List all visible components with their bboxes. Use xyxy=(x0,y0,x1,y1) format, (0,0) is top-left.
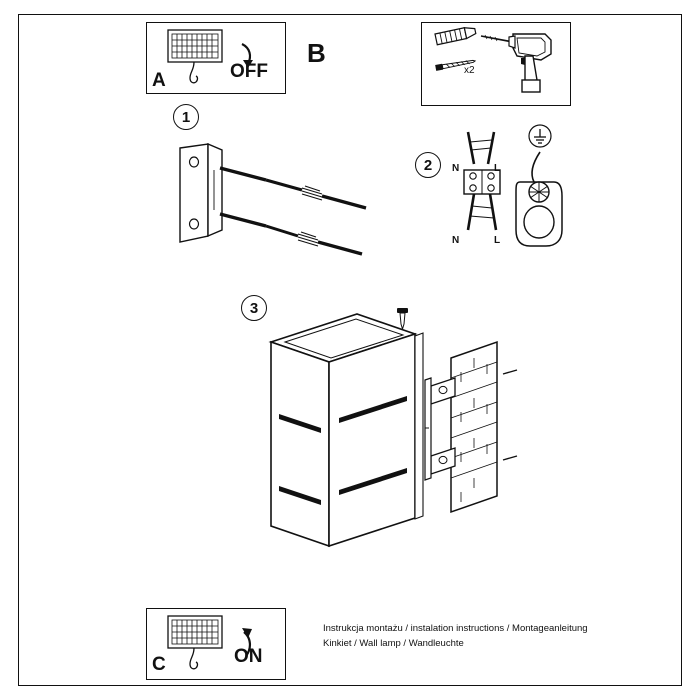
terminal-label-n-top: N xyxy=(452,163,460,174)
footer-instructions-line2: Kinkiet / Wall lamp / Wandleuchte xyxy=(323,638,464,649)
terminal-label-n-bottom: N xyxy=(452,235,460,246)
breaker-off-graphic xyxy=(146,22,286,94)
step-3-badge: 3 xyxy=(241,295,267,321)
terminal-label-l-top: L xyxy=(494,163,501,174)
terminal-label-l-bottom: L xyxy=(494,235,501,246)
label-section-c: C xyxy=(152,654,166,675)
step-3-graphic xyxy=(255,300,525,565)
step-1-graphic xyxy=(170,140,390,270)
breaker-on-graphic xyxy=(146,608,286,680)
label-section-a: A xyxy=(152,70,166,91)
tools-graphic xyxy=(421,22,571,106)
step-2-graphic xyxy=(448,130,578,280)
label-screw-qty: x2 xyxy=(464,65,475,76)
footer-instructions-line1: Instrukcja montażu / instalation instructions / Montageanleitung xyxy=(323,623,588,634)
step-2-badge: 2 xyxy=(415,152,441,178)
label-switch-on: ON xyxy=(234,646,263,667)
label-switch-off: OFF xyxy=(230,61,268,82)
step-1-badge: 1 xyxy=(173,104,199,130)
label-section-b: B xyxy=(307,38,326,68)
